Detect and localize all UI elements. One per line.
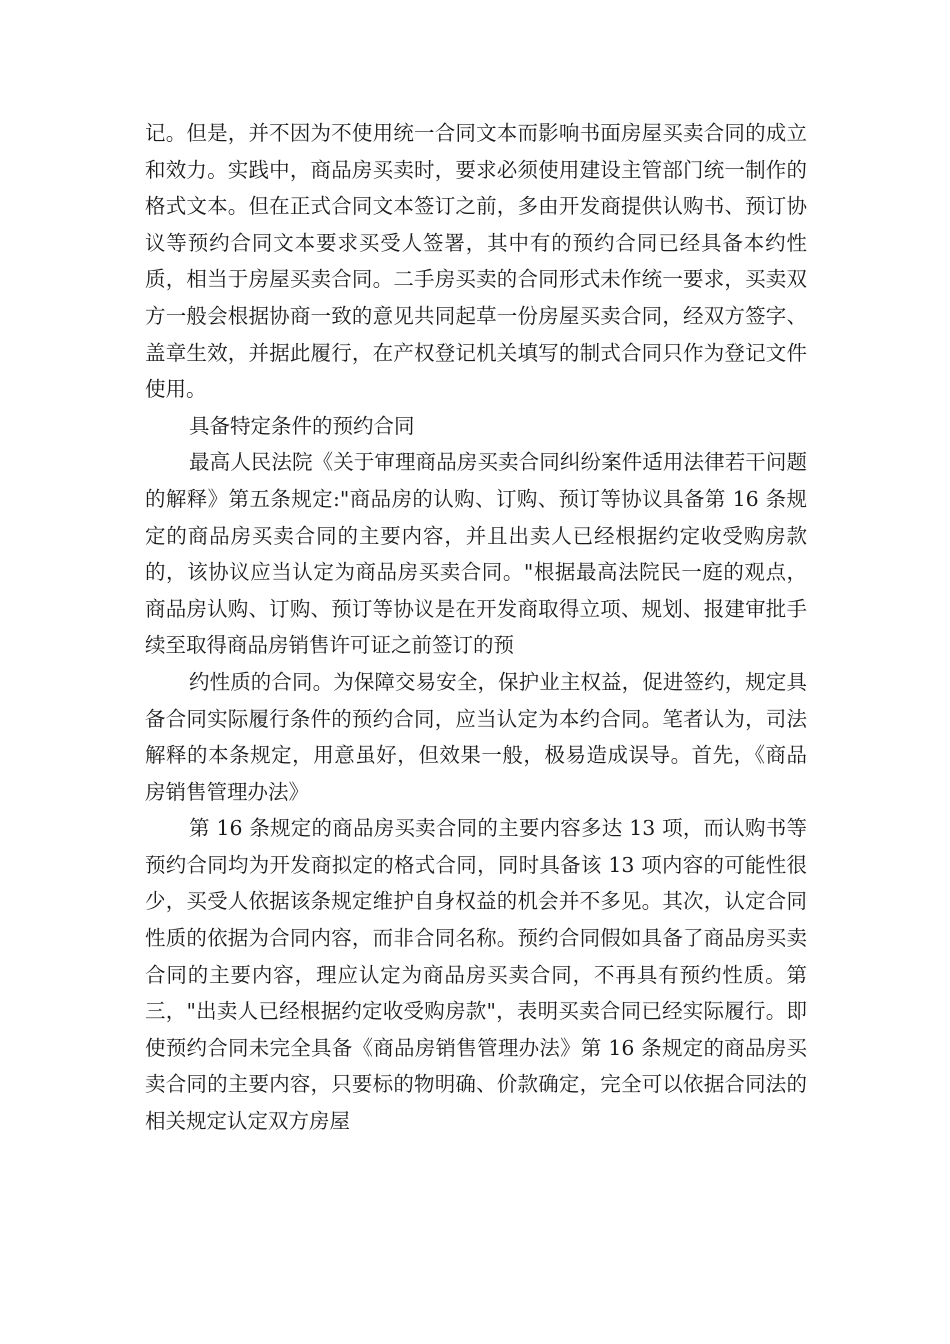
- paragraph-continuation: 记。但是，并不因为不使用统一合同文本而影响书面房屋买卖合同的成立和效力。实践中，商品房买卖时，要求必须使用建设主管部门统一制作的格式文本。但在正式合同文本签订之前，多由开发商提供认购书、预订协议等预约合同文本要求买受人签署，其中有的预约合同已经具备本约性质，相当于房屋买卖合同。二手房买卖的合同形式未作统一要求，买卖双方一般会根据协商一致的意见共同起草一份房屋买卖合同，经双方签字、盖章生效，并据此履行，在产权登记机关填写的制式合同只作为登记文件使用。: [145, 121, 807, 402]
- section-heading: 具备特定条件的预约合同: [189, 413, 415, 438]
- paragraph: 约性质的合同。为保障交易安全，保护业主权益，促进签约，规定具备合同实际履行条件的预约合同，应当认定为本约合同。笔者认为，司法解释的本条规定，用意虽好，但效果一般，极易造成误导。首先，《商品房销售管理办法》: [145, 669, 807, 804]
- document-page: [145, 115, 807, 1140]
- paragraph: 第 16 条规定的商品房买卖合同的主要内容多达 13 项，而认购书等预约合同均为开发商拟定的格式合同，同时具备该 13 项内容的可能性很少，买受人依据该条规定维护自身权益的机会并不多见。其次，认定合同性质的依据为合同内容，而非合同名称。预约合同假如具备了商品房买卖合同的主要内容，理应认定为商品房买卖合同，不再具有预约性质。第三，"出卖人已经根据约定收受购房款"，表明买卖合同已经实际履行。即使预约合同未完全具备《商品房销售管理办法》第 16 条规定的商品房买卖合同的主要内容，只要标的物明确、价款确定，完全可以依据合同法的相关规定认定双方房屋: [145, 816, 807, 1134]
- paragraph: 最高人民法院《关于审理商品房买卖合同纠纷案件适用法律若干问题的解释》第五条规定:"商品房的认购、订购、预订等协议具备第 16 条规定的商品房买卖合同的主要内容，并且出卖人已经根据约定收受购房款的，该协议应当认定为商品房买卖合同。"根据最高法院民一庭的观点，商品房认购、订购、预订等协议是在开发商取得立项、规划、报建审批手续至取得商品房销售许可证之前签订的预: [145, 450, 807, 658]
